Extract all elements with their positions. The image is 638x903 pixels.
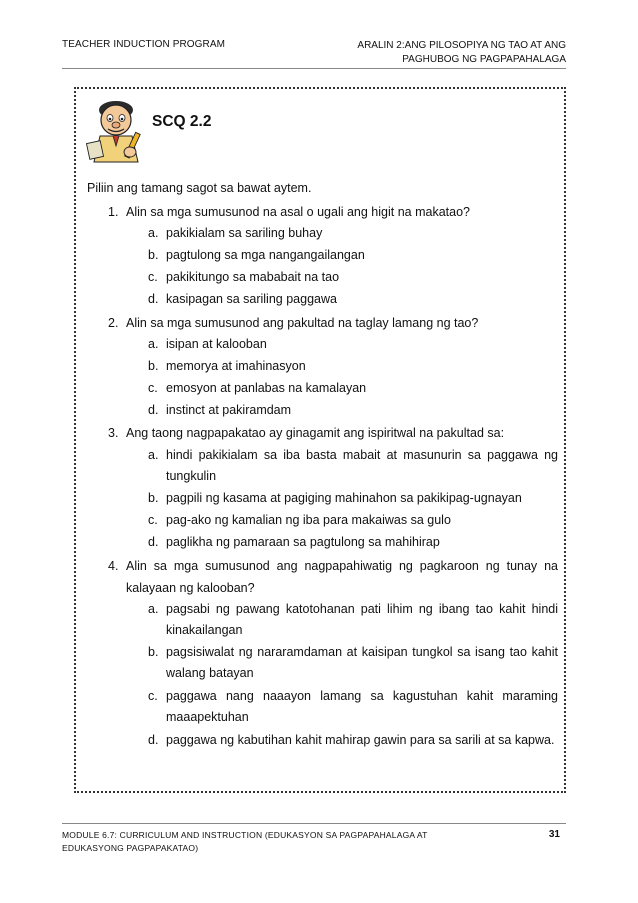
option — [148, 245, 558, 266]
option — [148, 730, 558, 751]
header-right — [306, 39, 566, 67]
option-text: paggawa nang naaayon lamang sa kagustuhan kahit maraming maaapektuhan — [166, 689, 558, 724]
option-text: isipan at kalooban — [166, 337, 267, 351]
option-letter: a. — [148, 226, 159, 240]
option-text: hindi pakikialam sa iba basta mabait at masunurin sa paggawa ng tungkulin — [166, 448, 558, 483]
question-number: 4. — [108, 559, 119, 573]
option — [148, 356, 558, 377]
option — [148, 599, 558, 641]
question-number: 3. — [108, 426, 119, 440]
instruction: Piliin ang tamang sagot sa bawat aytem. — [87, 181, 312, 195]
option — [148, 510, 558, 531]
header-left: TEACHER INDUCTION PROGRAM — [62, 39, 226, 50]
option-text: pakikitungo sa mababait na tao — [166, 270, 340, 284]
option-text: kasipagan sa sariling paggawa — [166, 292, 337, 306]
question-2 — [108, 312, 558, 334]
option-letter: a. — [148, 337, 159, 351]
footer-divider — [62, 823, 566, 824]
option — [148, 686, 558, 728]
question-1 — [108, 201, 558, 223]
option-letter: b. — [148, 248, 159, 262]
question-number: 1. — [108, 205, 119, 219]
option-text: pagpili ng kasama at pagiging mahinahon sa pakikipag-ugnayan — [166, 491, 522, 505]
header-right-line2: PAGHUBOG NG PAGPAPAHALAGA — [402, 54, 566, 65]
option-letter: d. — [148, 733, 159, 747]
option — [148, 267, 558, 288]
option-letter: b. — [148, 645, 159, 659]
option — [148, 378, 558, 399]
question-number: 2. — [108, 316, 119, 330]
option-text: pagtulong sa mga nangangailangan — [166, 248, 365, 262]
option — [148, 532, 558, 553]
option-text: pagsabi ng pawang katotohanan pati lihim ng ibang tao kahit hindi kinakailangan — [166, 602, 558, 637]
option — [148, 289, 558, 310]
option-text: pag-ako ng kamalian ng iba para makaiwas sa gulo — [166, 513, 451, 527]
option-text: pagsisiwalat ng nararamdaman at kaisipan tungkol sa isang tao kahit walang batayan — [166, 645, 558, 680]
question-text: Ang taong nagpapakatao ay ginagamit ang ispiritwal na pakultad sa: — [126, 426, 505, 440]
box-title: SCQ 2.2 — [152, 113, 212, 130]
option-letter: b. — [148, 359, 159, 373]
option-text: paglikha ng pamaraan sa pagtulong sa mahihirap — [166, 535, 440, 549]
option-letter: a. — [148, 448, 159, 462]
option-letter: b. — [148, 491, 159, 505]
header-right-line1: ARALIN 2:ANG PILOSOPIYA NG TAO AT ANG — [357, 40, 566, 51]
footer-module: MODULE 6.7: CURRICULUM AND INSTRUCTION (EDUKASYON SA PAGPAPAHALAGA AT EDUKASYONG PAGPAPAKATAO) — [62, 830, 428, 853]
header-divider — [62, 68, 566, 69]
option-text: emosyon at panlabas na kamalayan — [166, 381, 367, 395]
option-letter: c. — [148, 513, 158, 527]
option — [148, 445, 558, 487]
option — [148, 488, 558, 509]
question-text: Alin sa mga sumusunod na asal o ugali ang higit na makatao? — [126, 205, 470, 219]
option — [148, 223, 558, 244]
option — [148, 334, 558, 355]
option-letter: c. — [148, 270, 158, 284]
option-letter: d. — [148, 535, 159, 549]
option-text: paggawa ng kabutihan kahit mahirap gawin para sa sarili at sa kapwa. — [166, 733, 555, 747]
option-letter: d. — [148, 292, 159, 306]
option — [148, 400, 558, 421]
option-letter: d. — [148, 403, 159, 417]
option — [148, 642, 558, 684]
option-letter: c. — [148, 689, 158, 703]
option-text: pakikialam sa sariling buhay — [166, 226, 323, 240]
question-4 — [108, 555, 558, 599]
question-text: Alin sa mga sumusunod ang pakultad na taglay lamang ng tao? — [126, 316, 479, 330]
question-text: Alin sa mga sumusunod ang nagpapahiwatig ng pagkaroon ng tunay na kalayaan ng kalooban? — [126, 559, 558, 595]
question-3 — [108, 422, 558, 444]
teacher-mascot-icon — [86, 96, 150, 166]
option-letter: a. — [148, 602, 159, 616]
option-text: instinct at pakiramdam — [166, 403, 292, 417]
option-letter: c. — [148, 381, 158, 395]
option-text: memorya at imahinasyon — [166, 359, 306, 373]
page-number: 31 — [548, 829, 560, 840]
